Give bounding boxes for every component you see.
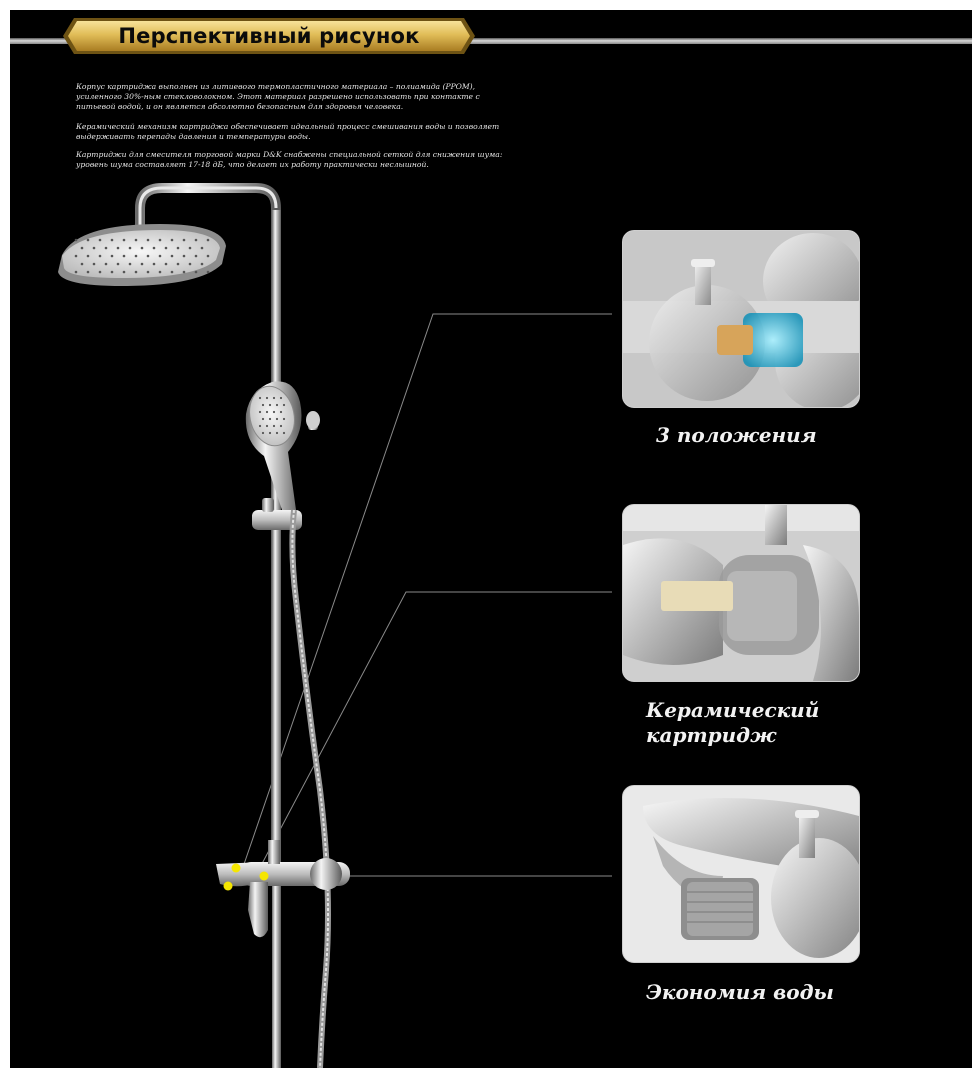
rain-shower-head bbox=[58, 224, 226, 286]
feature-caption: 3 положения bbox=[656, 423, 817, 447]
page-title: Перспективный рисунок bbox=[118, 24, 420, 48]
feature-caption: Экономия воды bbox=[646, 980, 834, 1004]
feature-marker bbox=[224, 882, 233, 891]
description-paragraph: Картриджи для смесителя торговой марки D&K снабжены специальной сеткой для снижения шума: уровень шума составляет 17-18 дБ, что делает их работу практически неслышной. bbox=[76, 150, 503, 169]
description-paragraph: Керамический механизм картриджа обеспечивает идеальный процесс смешивания воды и позволяет выдерживать перепады давления и температуры воды. bbox=[76, 122, 500, 141]
description-paragraph: Корпус картриджа выполнен из литиевого термопластичного материала – полиамида (PPOM), усиленного 30%-ным стекловолокном. Этот материал разрешено использовать при контакте с питьевой водой, и он является абсолютно безопасным для здоровья человека. bbox=[76, 82, 480, 111]
feature-caption: Керамический картридж bbox=[646, 698, 820, 747]
feature-image-3-positions bbox=[622, 230, 860, 408]
feature-image-ceramic-cartridge bbox=[622, 504, 860, 682]
feature-panel bbox=[10, 10, 972, 1068]
feature-marker bbox=[232, 864, 241, 873]
feature-image-water-saving bbox=[622, 785, 860, 963]
feature-marker bbox=[260, 872, 269, 881]
